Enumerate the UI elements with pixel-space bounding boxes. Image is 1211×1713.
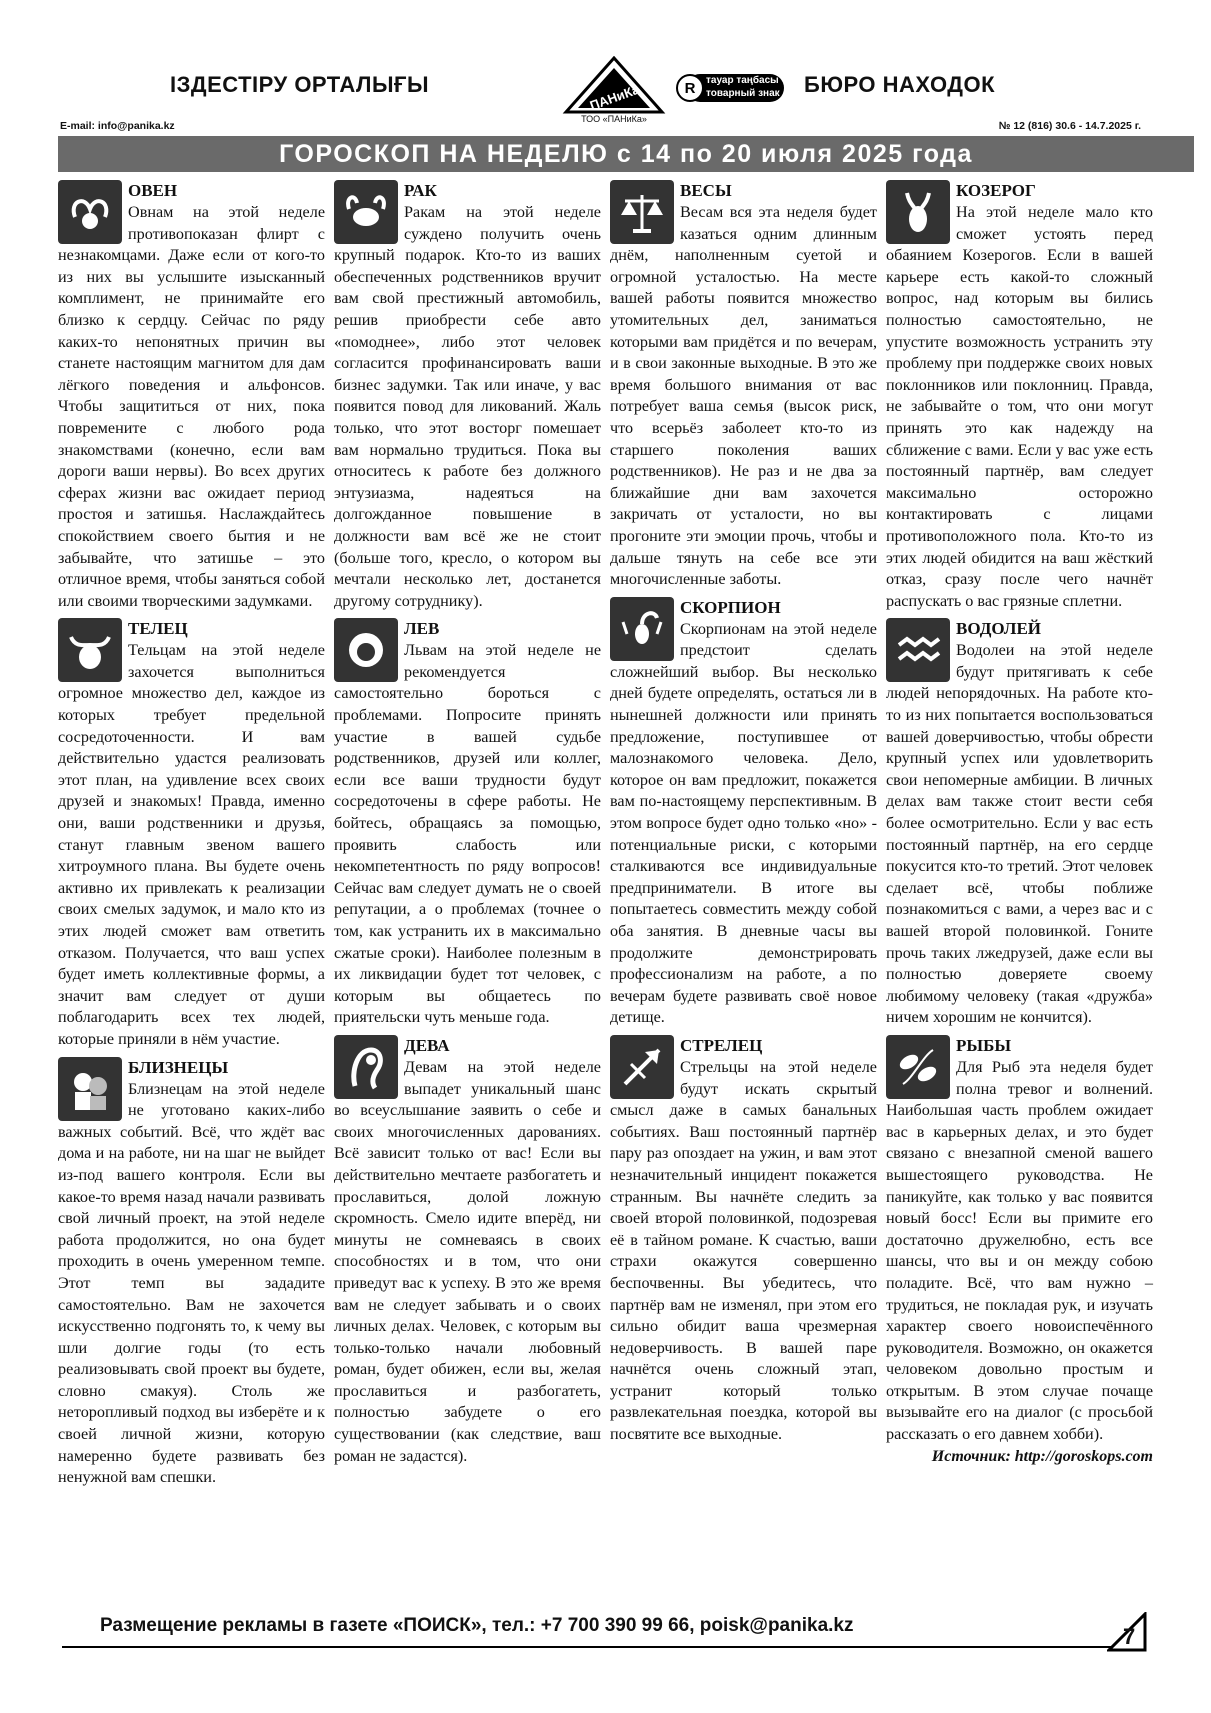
sign-text: Водолеи на этой неделе будут притягивать к себе людей непорядочных. На работе кто-то из них попытается воспользоваться вашей доверчивостью, чтобы обрести крупный успех или удовлетворить свои непомерные амбиции. В личных делах вам также стоит вести себя более осмотрительно. Если у вас есть постоянный партнёр, на его сердце покусится кто-то третий. Этот человек сделает всё, чтобы поближе познакомиться с вами, а через вас и с вашей второй половинкой. Гоните прочь таких лжедрузей, даже если вы полностью доверяете своему любимому человеку (такая «дружба» ничем хорошим не кончится). <box>886 641 1153 1027</box>
sign-title: КОЗЕРОГ <box>956 181 1036 200</box>
header-left-title: ІЗДЕСТІРУ ОРТАЛЫҒЫ <box>170 72 430 97</box>
sign-virgo <box>334 1035 601 1467</box>
sign-text: Скорпионам на этой неделе предстоит сделать сложнейший выбор. Вы несколько дней будете определять, остаться ли в нынешней должности или принять предложение, поступившее от малознакомого человека. Дело, которое он вам предложит, покажется вам по-настоящему перспективным. В этом вопросе будет одно только «но» - потенциальные риски, с которыми сталкиваются все индивидуальные предприниматели. В итоге вы попытаетесь совместить между собой оба занятия. В дневные часы вы продолжите демонстрировать профессионализм на работе, а по вечерам будете развивать своё новое детище. <box>610 619 877 1027</box>
sign-title: РАК <box>404 181 437 200</box>
sign-title: ВЕСЫ <box>680 181 732 200</box>
column-2 <box>334 180 601 1473</box>
sign-title: ЛЕВ <box>404 619 440 639</box>
issue-line: № 12 (816) 30.6 - 14.7.2025 г. <box>998 120 1141 132</box>
sign-title: ОВЕН <box>128 181 178 200</box>
page-number-text: 7 <box>1123 1624 1136 1649</box>
sign-title: ТЕЛЕЦ <box>128 619 188 639</box>
gemini-icon <box>58 1057 122 1121</box>
trademark-ru: товарный знак <box>706 88 780 99</box>
svg-text:R: R <box>684 80 696 97</box>
sign-text: Овнам на этой неделе противопоказан флирт с незнакомцами. Даже если от кого-то из них вы услышите изысканный комплимент, не принимайте его близко к сердцу. Сейчас по ряду каких-то непонятных причин вы станете настоящим магнитом для дам лёгкого поведения и альфонсов. Чтобы защититься от них, пока повремените с любого рода знакомствами (конечно, если вам дороги ваши нервы). Во всех других сферах жизни вас ожидает период простоя и затишья. Наслаждайтесь спокойствием своего бытия и не забывайте, что затишье – это отличное время, чтобы заняться собой или своими творческими задумками. <box>58 203 325 610</box>
logo-subtitle: ТОО «ПАНиКа» <box>581 114 647 124</box>
sagittarius-icon <box>610 1035 674 1099</box>
sign-text: Львам на этой неделе не рекомендуется самостоятельно бороться с проблемами. Попросите принять участие в вашей судьбе родственников, друзей или коллег, если все ваши трудности будут сосредоточены в сфере работы. Не бойтесь, обращаясь за помощью, проявить слабость или некомпетентность по ряду вопросов! Сейчас вам следует думать не о своей репутации, а о проблемах (точнее о том, как устранить их в максимально сжатые сроки). Наиболее полезным в их ликвидации будет тот человек, с которым вы общаетесь по приятельски чуть меньше года. <box>334 641 601 1027</box>
email-line: E-mail: info@panika.kz <box>60 120 175 132</box>
libra-icon <box>610 180 674 244</box>
sign-text: Девам на этой неделе выпадет уникальный шанс во всеуслышание заявить о себе и своих многочисленных дарованиях. Всё зависит только от вас! Если вы действительно мечтаете разбогатеть и прославиться, долой ложную скромность. Смело идите вперёд, ни минуты не сомневаясь в своих способностях и в том, что они приведут вас к успеху. В это же время вам не следует забывать и о своих личных делах. Человек, с которым вы только-только начали любовный роман, будет обижен, если вы, желая прославиться и разбогатеть, полностью забудете о его существовании (как следствие, ваш роман не задастся). <box>334 1057 601 1465</box>
sign-title: БЛИЗНЕЦЫ <box>128 1057 229 1077</box>
sign-text: Для Рыб эта неделя будет полна тревог и волнений. Наибольшая часть проблем ожидает вас в карьерных делах, и это будет связано с внезапной сменой вашего вышестоящего руководства. Не паникуйте, как только у вас появится новый босс! Если вы примите его достаточно дружелюбно, есть все шансы, что вы и он между собою поладите. Всё, что вам нужно – трудиться, не покладая рук, и изучать характер своего новоиспечённого руководителя. Возможно, он окажется человеком довольно простым и открытым. В этом случае почаще вызывайте его на диалог (с просьбой рассказать о его давнем хобби). <box>886 1057 1153 1444</box>
sign-scorpio <box>610 597 877 1029</box>
sign-aries <box>58 180 325 612</box>
sign-title: СКОРПИОН <box>680 597 781 617</box>
advertising-footer: Размещение рекламы в газете «ПОИСК», тел.: +7 700 390 99 66, poisk@panika.kz <box>100 1615 854 1636</box>
capricorn-icon <box>886 180 950 244</box>
aquarius-icon <box>886 618 950 682</box>
source-credit: Источник: http://goroskops.com <box>931 1447 1153 1465</box>
sign-text: Стрельцы на этой неделе будут искать скрытый смысл даже в самых банальных событиях. Ваш постоянный партнёр пару раз опоздает на ужин, и вам этот незначительный инцидент покажется странным. Вы начнёте следить за своей второй половинкой, подозревая её в тайном романе. К счастью, ваши страхи окажутся совершенно беспочвенны. Вы убедитесь, что партнёр вам не изменял, при этом его сильно обидит ваша чрезмерная недоверчивость. В вашей паре начнётся очень сложный этап, устранит который только развлекательная поездка, которой вы посвятите все выходные. <box>610 1057 877 1444</box>
trademark-badge <box>676 72 786 104</box>
sign-leo <box>334 618 601 1029</box>
pisces-icon <box>886 1035 950 1099</box>
sign-text: Близнецам на этой неделе не уготовано каких-либо важных событий. Всё, что ждёт вас дома и на работе, ни на шаг не выйдет из-под вашего контроля. Если вы какое-то время назад начали развивать свой личный проект, на этой неделе работа продолжится, но она будет проходить в очень умеренном темпе. Этот темп вы зададите самостоятельно. Вам не захочется искусственно подгонять то, к чему вы шли долгие годы (то есть реализовывать свой проект вы будете, словно смакуя). Столь же неторопливый подход вы изберёте и к своей личной жизни, которую намеренно будете развивать без ненужной вам спешки. <box>58 1079 325 1487</box>
footer-rule <box>62 1646 1112 1648</box>
svg-text:ПАНиКа: ПАНиКа <box>587 81 642 114</box>
sign-text: Ракам на этой неделе суждено получить очень крупный подарок. Кто-то из ваших обеспеченных родственников вручит вам свой престижный автомобиль, решив приобрести себе авто «помоднее», либо этот человек согласится профинансировать ваши бизнес задумки. Так или иначе, у вас появится повод для ликований. Жаль только, что этот восторг помешает вам нормально трудиться. Пока вы относитесь к работе без должного энтузиазма, надеяться на долгожданное повышение в должности вам всё же не стоит (больше того, кресло, о котором вы мечтали несколько лет, достанется другому сотруднику). <box>334 203 601 610</box>
trademark-kz: тауар таңбасы <box>706 75 779 86</box>
sign-title: ВОДОЛЕЙ <box>956 619 1042 639</box>
sign-text: На этой неделе мало кто сможет устоять перед обаянием Козерогов. Если в вашей карьере есть какой-то сложный вопрос, над которым вы бились полностью самостоятельно, не упустите возможность устранить эту проблему при поддержке своих новых поклонников или поклонниц. Правда, не забывайте о том, что они могут принять это как надежду на сближение с вами. Если у вас уже есть постоянный партнёр, вам следует максимально осторожно контактировать с лицами противоположного пола. Кто-то из этих людей обидится на ваш жёсткий отказ, сразу после чего начнёт распускать о вас грязные сплетни. <box>886 203 1153 610</box>
sign-title: ДЕВА <box>404 1035 450 1055</box>
panika-logo <box>560 56 668 126</box>
virgo-icon <box>334 1035 398 1099</box>
cancer-icon <box>334 180 398 244</box>
sign-capricorn <box>886 180 1153 612</box>
sign-libra <box>610 180 877 591</box>
sign-text: Тельцам на этой неделе захочется выполниться огромное множество дел, каждое из которых требует предельной сосредоточенности. И вам действительно удастся реализовать этот план, на удивление всех своих друзей и знакомых! Правда, именно они, ваши родственники и друзья, станут главным звеном вашего хитроумного плана. Вы будете очень активно их привлекать к реализации своих смелых задумок, и мало кто из этих людей сможет вам ответить отказом. Получается, что ваш успех будет иметь коллективные формы, а значит вам следует от души поблагодарить всех тех людей, которые приняли в нём участие. <box>58 641 325 1048</box>
column-4 <box>886 180 1153 1472</box>
column-3 <box>610 180 877 1452</box>
horoscope-banner: ГОРОСКОП НА НЕДЕЛЮ с 14 по 20 июля 2025 года <box>58 136 1194 172</box>
sign-cancer <box>334 180 601 612</box>
sign-aquarius <box>886 618 1153 1029</box>
column-1 <box>58 180 325 1495</box>
header-right-title: БЮРО НАХОДОК <box>804 72 996 97</box>
sign-text: Весам вся эта неделя будет казаться одним длинным днём, наполненным суетой и огромной усталостью. На месте вашей работы появится множество утомительных дел, заниматься которыми вам придётся и по вечерам, и в свои законные выходные. В это же время большого внимания от вас потребует ваша семья (высок риск, что всерьёз заболеет кто-то из старшего поколения ваших родственников). Не раз и не два за ближайшие дни вам захочется закричать от усталости, но вы прогоните эти эмоции прочь, чтобы и дальше тянуть на себе все эти многочисленные заботы. <box>610 203 877 589</box>
sign-title: СТРЕЛЕЦ <box>680 1035 763 1055</box>
page-number <box>1107 1612 1147 1652</box>
leo-icon <box>334 618 398 682</box>
sign-sagittarius <box>610 1035 877 1446</box>
sign-taurus <box>58 618 325 1050</box>
aries-icon <box>58 180 122 244</box>
sign-gemini <box>58 1057 325 1489</box>
sign-pisces <box>886 1035 1153 1466</box>
sign-title: РЫБЫ <box>956 1035 1012 1055</box>
scorpio-icon <box>610 597 674 661</box>
taurus-icon <box>58 618 122 682</box>
